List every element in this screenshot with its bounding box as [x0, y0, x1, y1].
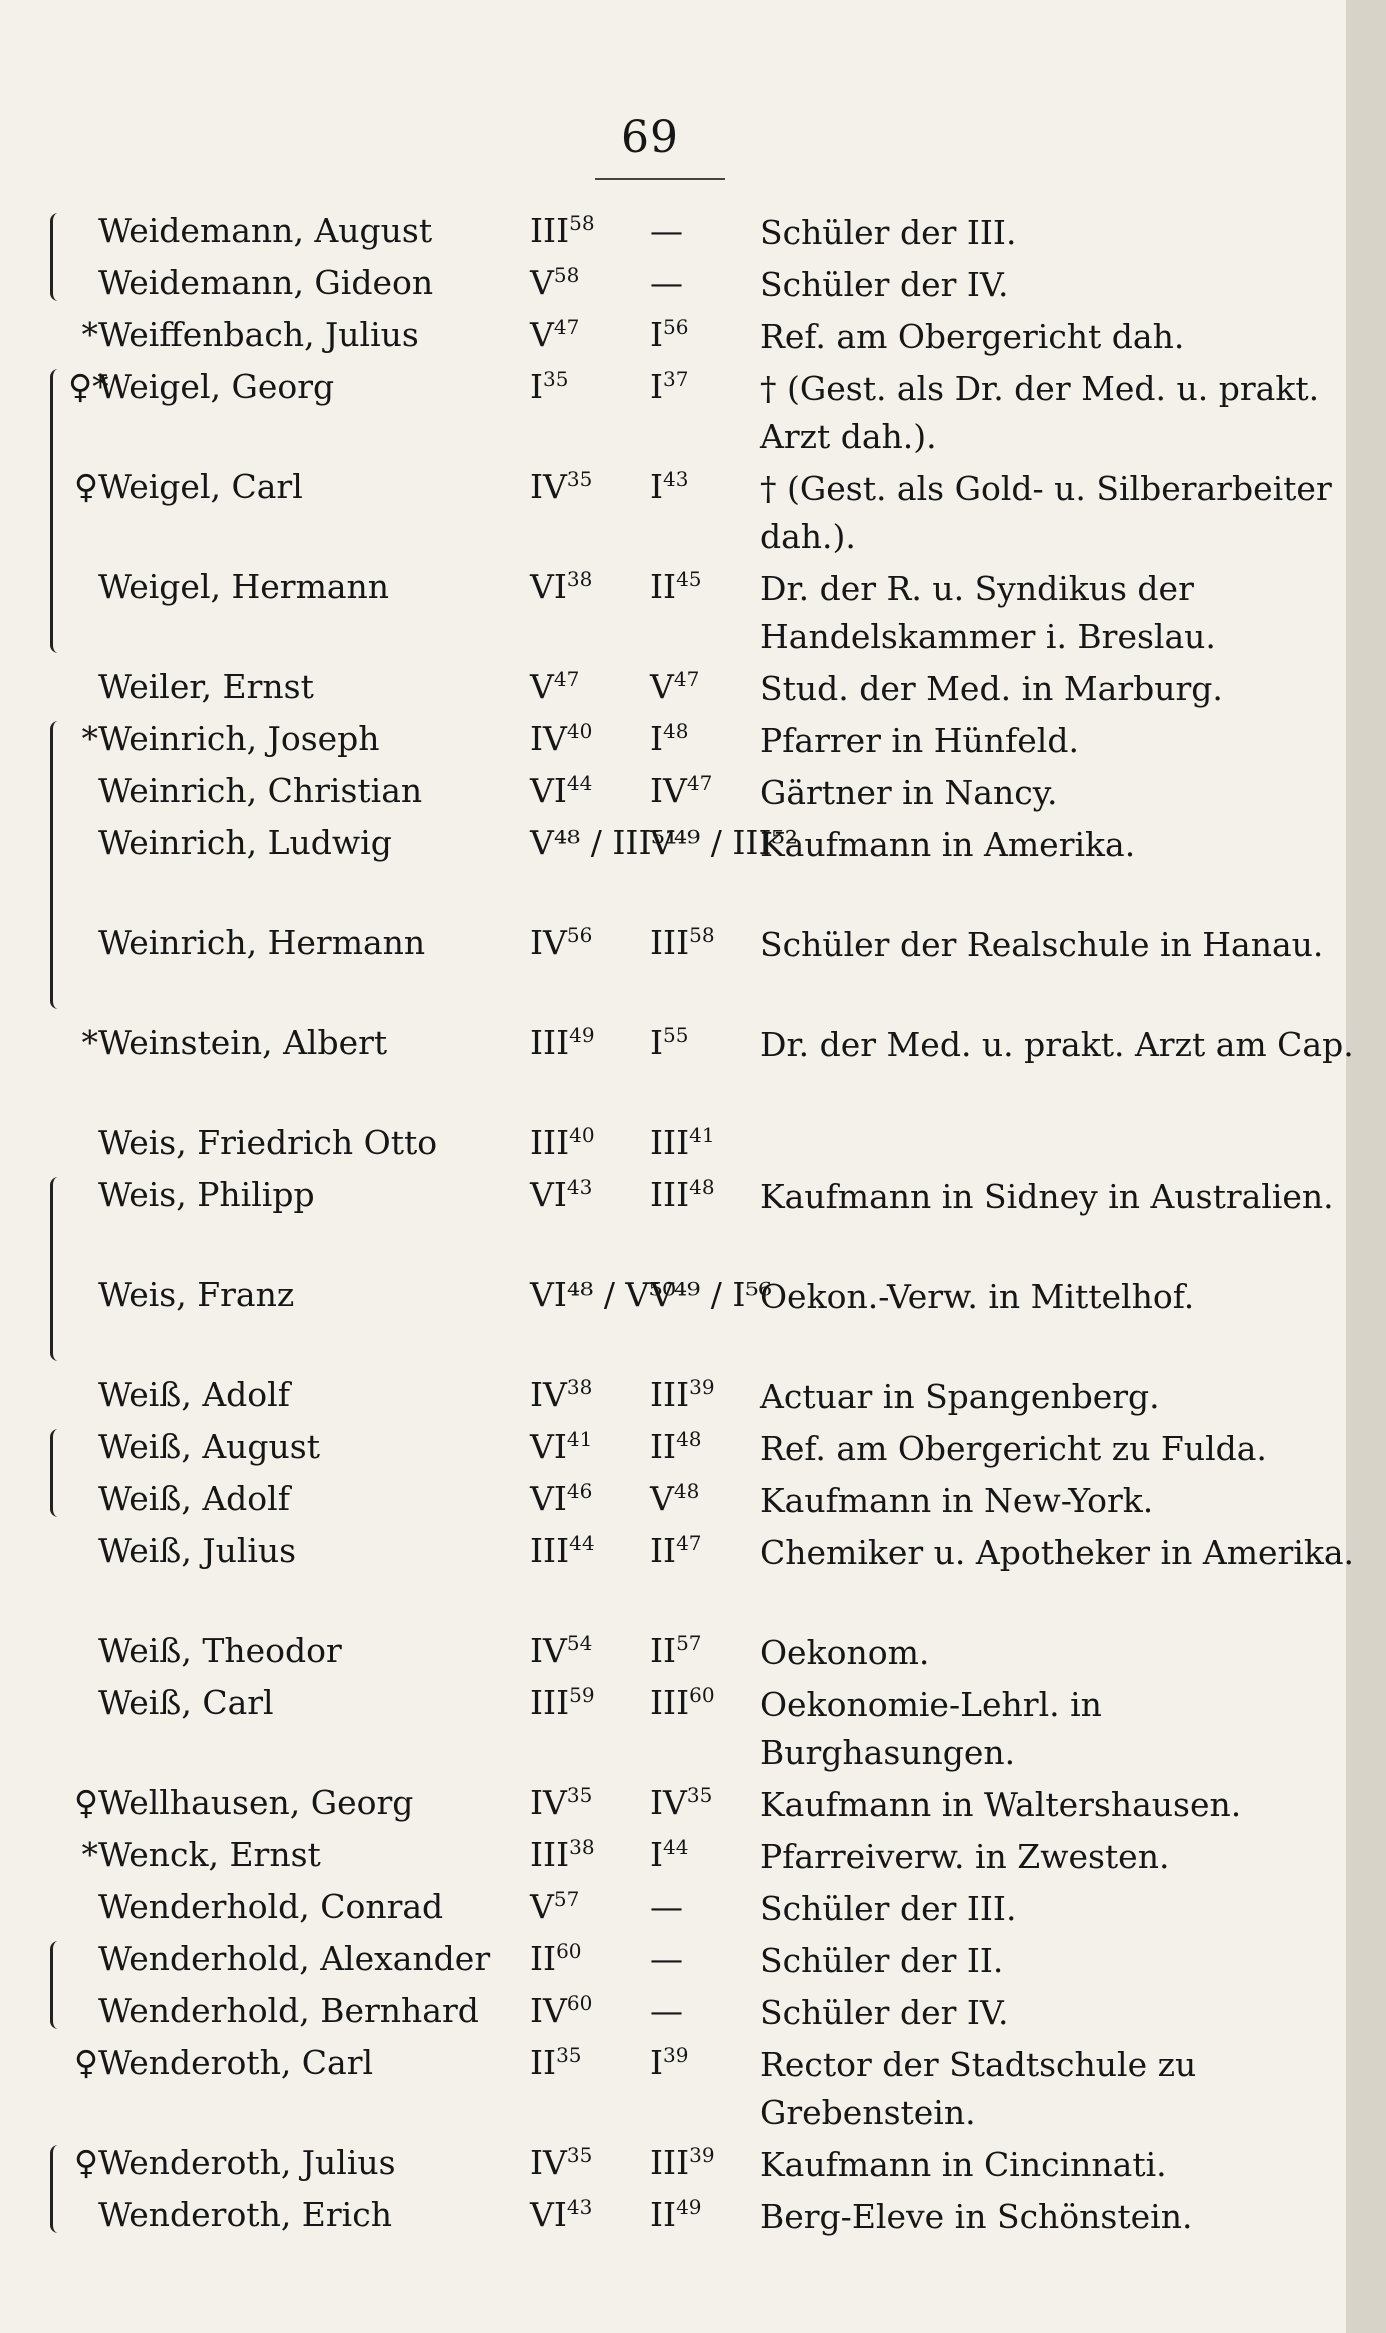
leave-class: —	[650, 211, 683, 250]
leave-class: III$^{39}$	[650, 1375, 715, 1414]
entry-class: IV$^{38}$	[530, 1375, 593, 1414]
entry-name: Weinrich, Joseph	[98, 719, 380, 758]
entry-remark: Kaufmann in Amerika.	[760, 825, 1136, 864]
entry-class: $I^{35}$	[530, 367, 569, 406]
entry-class: III$^{58}$	[530, 211, 595, 250]
leave-class: —	[650, 263, 683, 302]
entry-name: Weinrich, Hermann	[98, 923, 426, 962]
register-entry	[0, 2137, 1386, 2189]
entry-year: 40	[569, 1123, 595, 1147]
entry-year: 44	[569, 1531, 595, 1555]
entry-remark: Rector der Stadtschule zu Grebenstein.	[760, 2045, 1197, 2132]
leave-class: III$^{48}$	[650, 1175, 715, 1214]
entry-remark: † (Gest. als Dr. der Med. u. prakt. Arzt dah.).	[760, 369, 1320, 456]
leave-class: $I^{43}$	[650, 467, 689, 506]
leave-year: 47	[686, 771, 713, 795]
entry-mark: ♀	[73, 467, 98, 506]
leave-class: $V^{48}$	[650, 1479, 700, 1518]
register-entry	[0, 661, 1386, 713]
family-bracket	[50, 1429, 63, 1517]
entry-remark: Oekonom.	[760, 1633, 930, 1672]
entry-remark: Stud. der Med. in Marburg.	[760, 669, 1223, 708]
leave-class: III$^{60}$	[650, 1683, 715, 1722]
leave-year: 44	[663, 1835, 689, 1859]
register-entry	[0, 917, 1386, 1017]
leave-class: —	[650, 1991, 683, 2030]
family-bracket	[50, 721, 63, 1009]
entry-class: IV$^{40}$	[530, 719, 593, 758]
entry-year: 38	[569, 1835, 595, 1859]
leave-year: 47	[673, 667, 700, 691]
leave-year: 35	[686, 1783, 713, 1807]
register-entry	[0, 461, 1386, 561]
entry-name: Weiß, Carl	[98, 1683, 274, 1722]
entry-class: V⁴⁸ / III⁵¹	[530, 823, 678, 862]
register-entry	[0, 817, 1386, 917]
leave-class: II$^{49}$	[650, 2195, 702, 2234]
entry-mark: ♀	[73, 2143, 98, 2182]
entry-mark: ♀	[73, 1783, 98, 1822]
leave-class: $I^{48}$	[650, 719, 689, 758]
entry-name: Weiffenbach, Julius	[98, 315, 419, 354]
family-bracket	[50, 213, 63, 301]
leave-class: V⁴⁹ / III⁵²	[650, 823, 798, 862]
entry-remark: Oekonomie-Lehrl. in Burghasungen.	[760, 1685, 1102, 1772]
entry-class: III$^{38}$	[530, 1835, 595, 1874]
entry-name: Weiß, Adolf	[98, 1479, 290, 1518]
leave-year: 60	[689, 1683, 715, 1707]
family-bracket	[50, 2145, 63, 2233]
entry-name: Weidemann, August	[98, 211, 433, 250]
entry-remark: Schüler der IV.	[760, 265, 1009, 304]
entry-remark: Actuar in Spangenberg.	[760, 1377, 1160, 1416]
leave-year: 37	[663, 367, 689, 391]
leave-class: II$^{45}$	[650, 567, 702, 606]
leave-class: II$^{48}$	[650, 1427, 702, 1466]
register-entry	[0, 1677, 1386, 1777]
leave-class: IV$^{35}$	[650, 1783, 713, 1822]
entry-class: VI$^{41}$	[530, 1427, 593, 1466]
leave-class: —	[650, 1887, 683, 1926]
entry-class: VI$^{38}$	[530, 567, 593, 606]
entry-name: Weinstein, Albert	[98, 1023, 388, 1062]
leave-year: 41	[689, 1123, 715, 1147]
entry-remark: Gärtner in Nancy.	[760, 773, 1058, 812]
entry-remark: Dr. der R. u. Syndikus der Handelskammer i. Breslau.	[760, 569, 1216, 656]
entry-remark: Dr. der Med. u. prakt. Arzt am Cap.	[760, 1025, 1354, 1064]
entry-name: Weigel, Carl	[98, 467, 303, 506]
entry-year: 59	[569, 1683, 595, 1707]
entry-year: 56	[566, 923, 593, 947]
entry-name: Weinrich, Christian	[98, 771, 423, 810]
entry-mark: *	[81, 315, 98, 354]
entry-year: 38	[566, 567, 593, 591]
leave-year: 58	[689, 923, 715, 947]
register-entry	[0, 561, 1386, 661]
entry-year: 58	[569, 211, 595, 235]
entry-class: IV$^{54}$	[530, 1631, 593, 1670]
entry-class: IV$^{56}$	[530, 923, 593, 962]
register-entry	[0, 2189, 1386, 2241]
leave-class: $I^{56}$	[650, 315, 689, 354]
register-entry	[0, 765, 1386, 817]
entry-remark: Kaufmann in Sidney in Australien.	[760, 1177, 1334, 1216]
entry-class: IV$^{35}$	[530, 2143, 593, 2182]
entry-remark: Chemiker u. Apotheker in Amerika.	[760, 1533, 1354, 1572]
register-entry	[0, 1525, 1386, 1625]
entry-year: 47	[553, 315, 580, 339]
entry-name: Wenderoth, Erich	[98, 2195, 392, 2234]
entry-year: 46	[566, 1479, 593, 1503]
leave-year: 49	[676, 2195, 702, 2219]
leave-year: 48	[676, 1427, 702, 1451]
entry-year: 41	[566, 1427, 593, 1451]
entry-name: Weiler, Ernst	[98, 667, 314, 706]
register-entry	[0, 1881, 1386, 1933]
leave-year: 39	[689, 2143, 715, 2167]
leave-class: —	[650, 1939, 683, 1978]
entry-class: III$^{49}$	[530, 1023, 595, 1062]
register-entry	[0, 1933, 1386, 1985]
entry-name: Wenderhold, Alexander	[98, 1939, 491, 1978]
register-entry	[0, 1421, 1386, 1473]
entry-year: 60	[556, 1939, 582, 1963]
entry-year: 44	[566, 771, 593, 795]
entry-name: Weidemann, Gideon	[98, 263, 434, 302]
entry-class: IV$^{35}$	[530, 467, 593, 506]
entry-remark: Schüler der III.	[760, 213, 1017, 252]
entry-name: Wenderhold, Conrad	[98, 1887, 444, 1926]
entry-class: VI⁴⁸ / V⁵⁰	[530, 1275, 676, 1314]
entry-year: 35	[556, 2043, 582, 2067]
entry-class: IV$^{35}$	[530, 1783, 593, 1822]
entry-remark: Pfarreiverw. in Zwesten.	[760, 1837, 1170, 1876]
entry-class: VI$^{44}$	[530, 771, 593, 810]
leave-year: 55	[663, 1023, 689, 1047]
register-entry	[0, 1117, 1386, 1169]
register-entry	[0, 1169, 1386, 1269]
entry-class: VI$^{43}$	[530, 1175, 593, 1214]
entry-name: Weiß, August	[98, 1427, 320, 1466]
leave-year: 48	[673, 1479, 700, 1503]
entry-year: 54	[566, 1631, 593, 1655]
entry-class: $V^{47}$	[530, 667, 580, 706]
register-entry	[0, 257, 1386, 309]
register-entry	[0, 1777, 1386, 1829]
entry-year: 35	[566, 467, 593, 491]
entry-mark: ♀*	[68, 367, 109, 406]
register-entry	[0, 1985, 1386, 2037]
leave-year: 57	[676, 1631, 702, 1655]
leave-class: $I^{44}$	[650, 1835, 689, 1874]
entry-remark: Oekon.-Verw. in Mittelhof.	[760, 1277, 1195, 1316]
entry-class: $V^{58}$	[530, 263, 580, 302]
entry-year: 60	[566, 1991, 593, 2015]
entry-name: Weiß, Julius	[98, 1531, 297, 1570]
entry-remark: Schüler der III.	[760, 1889, 1017, 1928]
entry-remark: Kaufmann in Waltershausen.	[760, 1785, 1242, 1824]
entry-name: Weigel, Hermann	[98, 567, 390, 606]
entry-class: $V^{47}$	[530, 315, 580, 354]
entry-year: 47	[553, 667, 580, 691]
entry-remark: Ref. am Obergericht dah.	[760, 317, 1185, 356]
leave-year: 39	[689, 1375, 715, 1399]
entry-remark: Berg-Eleve in Schönstein.	[760, 2197, 1193, 2236]
entry-class: III$^{59}$	[530, 1683, 595, 1722]
register-entries	[0, 205, 1386, 2241]
entry-class: VI$^{43}$	[530, 2195, 593, 2234]
register-entry	[0, 713, 1386, 765]
entry-year: 35	[566, 2143, 593, 2167]
register-entry	[0, 1625, 1386, 1677]
entry-year: 57	[553, 1887, 580, 1911]
entry-remark: Kaufmann in New-York.	[760, 1481, 1154, 1520]
entry-name: Weis, Franz	[98, 1275, 295, 1314]
entry-remark: Pfarrer in Hünfeld.	[760, 721, 1079, 760]
entry-mark: *	[81, 719, 98, 758]
leave-class: $I^{39}$	[650, 2043, 689, 2082]
entry-remark: Schüler der IV.	[760, 1993, 1009, 2032]
register-entry	[0, 1269, 1386, 1369]
entry-name: Weiß, Theodor	[98, 1631, 342, 1670]
leave-class: $I^{37}$	[650, 367, 689, 406]
entry-mark: ♀	[73, 2043, 98, 2082]
leave-year: 48	[689, 1175, 715, 1199]
leave-class: III$^{41}$	[650, 1123, 715, 1162]
entry-class: VI$^{46}$	[530, 1479, 593, 1518]
entry-year: 40	[566, 719, 593, 743]
leave-class: III$^{58}$	[650, 923, 715, 962]
leave-class: II$^{47}$	[650, 1531, 702, 1570]
page-number: 69	[621, 112, 679, 163]
entry-remark: Schüler der II.	[760, 1941, 1004, 1980]
entry-name: Weinrich, Ludwig	[98, 823, 392, 862]
family-bracket	[50, 1941, 63, 2029]
register-entry	[0, 1369, 1386, 1421]
entry-name: Wenck, Ernst	[98, 1835, 321, 1874]
leave-year: 47	[676, 1531, 702, 1555]
leave-class: $I^{55}$	[650, 1023, 689, 1062]
entry-mark: *	[81, 1023, 98, 1062]
entry-year: 35	[566, 1783, 593, 1807]
register-entry	[0, 1473, 1386, 1525]
leave-year: 43	[663, 467, 689, 491]
register-entry	[0, 1829, 1386, 1881]
entry-mark: *	[81, 1835, 98, 1874]
entry-remark: Kaufmann in Cincinnati.	[760, 2145, 1167, 2184]
register-entry	[0, 309, 1386, 361]
entry-name: Weis, Friedrich Otto	[98, 1123, 438, 1162]
entry-remark: Ref. am Obergericht zu Fulda.	[760, 1429, 1267, 1468]
entry-year: 49	[569, 1023, 595, 1047]
entry-remark: † (Gest. als Gold- u. Silberarbeiter dah.).	[760, 469, 1332, 556]
entry-name: Wenderhold, Bernhard	[98, 1991, 479, 2030]
entry-name: Wellhausen, Georg	[98, 1783, 414, 1822]
entry-year: 43	[566, 2195, 593, 2219]
entry-name: Weis, Philipp	[98, 1175, 315, 1214]
leave-class: III$^{39}$	[650, 2143, 715, 2182]
entry-class: $V^{57}$	[530, 1887, 580, 1926]
leave-class: $V^{47}$	[650, 667, 700, 706]
family-bracket	[50, 1177, 63, 1361]
leave-year: 45	[676, 567, 702, 591]
entry-name: Wenderoth, Carl	[98, 2043, 374, 2082]
entry-class: III$^{44}$	[530, 1531, 595, 1570]
entry-remark: Schüler der Realschule in Hanau.	[760, 925, 1324, 964]
leave-year: 48	[663, 719, 689, 743]
entry-class: II$^{35}$	[530, 2043, 582, 2082]
leave-class: II$^{57}$	[650, 1631, 702, 1670]
entry-class: IV$^{60}$	[530, 1991, 593, 2030]
leave-year: 39	[663, 2043, 689, 2067]
register-entry	[0, 1017, 1386, 1117]
entry-class: II$^{60}$	[530, 1939, 582, 1978]
entry-name: Wenderoth, Julius	[98, 2143, 396, 2182]
entry-year: 43	[566, 1175, 593, 1199]
register-entry	[0, 361, 1386, 461]
register-entry	[0, 2037, 1386, 2137]
leave-class: IV$^{47}$	[650, 771, 713, 810]
entry-class: III$^{40}$	[530, 1123, 595, 1162]
entry-year: 38	[566, 1375, 593, 1399]
leave-year: 56	[663, 315, 689, 339]
entry-name: Weigel, Georg	[98, 367, 335, 406]
header-rule	[595, 178, 725, 180]
leave-class: V⁴⁹ / I⁵⁶	[650, 1275, 772, 1314]
entry-year: 58	[553, 263, 580, 287]
entry-year: 35	[543, 367, 569, 391]
entry-name: Weiß, Adolf	[98, 1375, 290, 1414]
family-bracket	[50, 369, 63, 653]
register-entry	[0, 205, 1386, 257]
